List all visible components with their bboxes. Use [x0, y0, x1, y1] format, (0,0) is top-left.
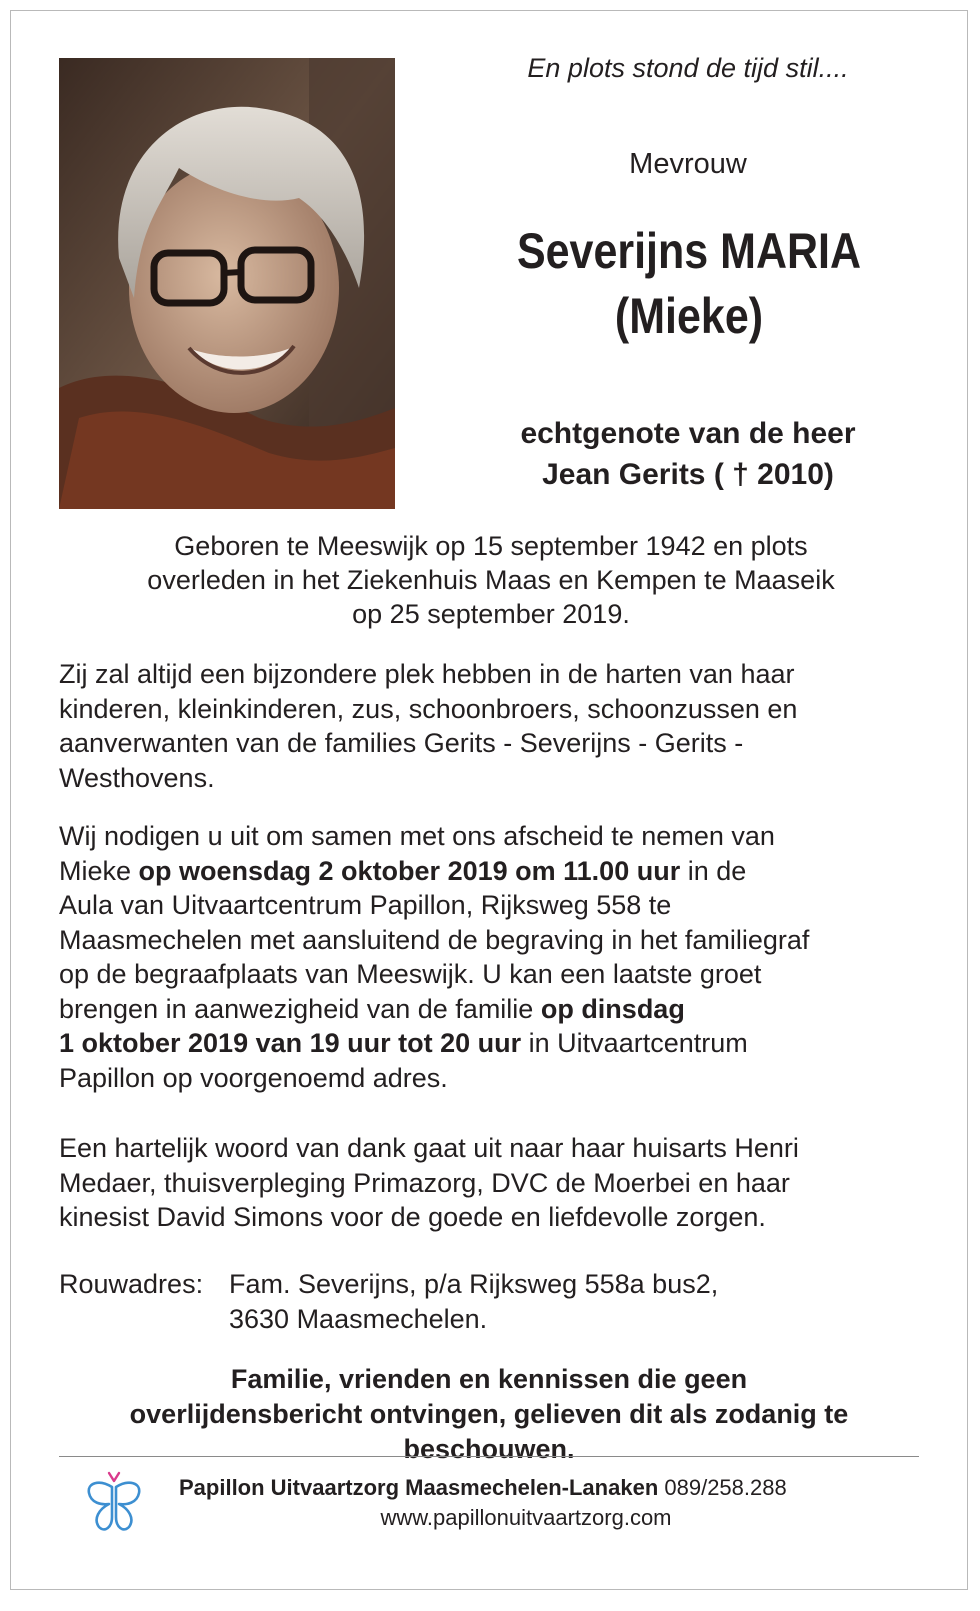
spouse-info [431, 413, 945, 495]
spouse-name: Jean Gerits ( † 2010) [542, 458, 834, 491]
text-line: overlijdensbericht ontvingen, gelieven dit als zodanig te [129, 1399, 849, 1429]
text-line [59, 854, 939, 889]
address-label: Rouwadres: [59, 1269, 204, 1299]
text-line: Papillon op voorgenoemd adres. [59, 1062, 448, 1093]
text-line: Een hartelijk woord van dank gaat uit naar haar huisarts Henri [59, 1133, 799, 1163]
nickname-line: (Mieke) [614, 288, 764, 344]
ceremony-paragraph [59, 819, 939, 1095]
obituary-card [10, 10, 968, 1590]
thanks-paragraph [59, 1131, 939, 1235]
visitation-day: op dinsdag [540, 993, 685, 1024]
address-line: 3630 Maasmechelen. [229, 1303, 488, 1334]
company-phone: 089/258.288 [658, 1475, 787, 1500]
company-website[interactable]: www.papillonuitvaartzorg.com [380, 1505, 672, 1530]
text-line: Geboren te Meeswijk op 15 september 1942 en plots [174, 531, 808, 561]
text-line: Familie, vrienden en kennissen die geen [230, 1364, 748, 1394]
text-line: Wij nodigen u uit om samen met ons afscheid te nemen van [59, 821, 775, 851]
butterfly-logo-icon [85, 1467, 143, 1539]
text-line: op de begraafplaats van Meeswijk. U kan een laatste groet [59, 959, 762, 989]
text-line: aanverwanten van de families Gerits - Severijns - Gerits - [59, 728, 744, 758]
text-line: op 25 september 2019. [352, 599, 630, 629]
honorific: Mevrouw [629, 148, 747, 180]
address-value [229, 1267, 718, 1336]
address-line: Fam. Severijns, p/a Rijksweg 558a bus2, [229, 1269, 719, 1299]
deceased-name [433, 219, 945, 349]
portrait-image [59, 58, 395, 509]
text-line: kinesist David Simons voor de goede en liefdevolle zorgen. [59, 1202, 766, 1232]
text-line: Medaer, thuisverpleging Primazorg, DVC de Moerbei en haar [59, 1167, 790, 1198]
spouse-line: echtgenote van de heer [520, 417, 856, 450]
company-name: Papillon Uitvaartzorg Maasmechelen-Lanaken [179, 1475, 659, 1500]
text-line: Aula van Uitvaartcentrum Papillon, Rijksweg 558 te [59, 890, 672, 920]
text-line: overleden in het Ziekenhuis Maas en Kempen te Maaseik [147, 565, 835, 595]
text-run: in Uitvaartcentrum [521, 1028, 748, 1058]
text-line: Zij zal altijd een bijzondere plek hebben in de harten van haar [59, 659, 795, 689]
tagline: En plots stond de tijd stil.... [527, 53, 849, 83]
name-line: Severijns MARIA [516, 223, 862, 279]
text-line: Maasmechelen met aansluitend de begraving in het familiegraf [59, 924, 810, 955]
text-run: Mieke [59, 855, 139, 886]
notice-text [39, 1362, 939, 1467]
text-line: beschouwen. [403, 1434, 575, 1464]
mourning-address [59, 1267, 718, 1336]
text-line [59, 1026, 939, 1061]
visitation-time: 1 oktober 2019 van 19 uur tot 20 uur [59, 1028, 522, 1058]
company-line [179, 1475, 787, 1501]
text-run: brengen in aanwezigheid van de familie [59, 993, 541, 1024]
text-run: in de [680, 855, 747, 886]
text-line: kinderen, kleinkinderen, zus, schoonbroers, schoonzussen en [59, 693, 798, 724]
birth-death-info [51, 529, 931, 631]
divider [59, 1456, 919, 1457]
text-line [59, 992, 939, 1027]
family-paragraph [59, 657, 939, 795]
text-line: Westhovens. [59, 762, 215, 793]
portrait-photo [59, 58, 395, 509]
ceremony-date: op woensdag 2 oktober 2019 om 11.00 uur [138, 855, 681, 886]
